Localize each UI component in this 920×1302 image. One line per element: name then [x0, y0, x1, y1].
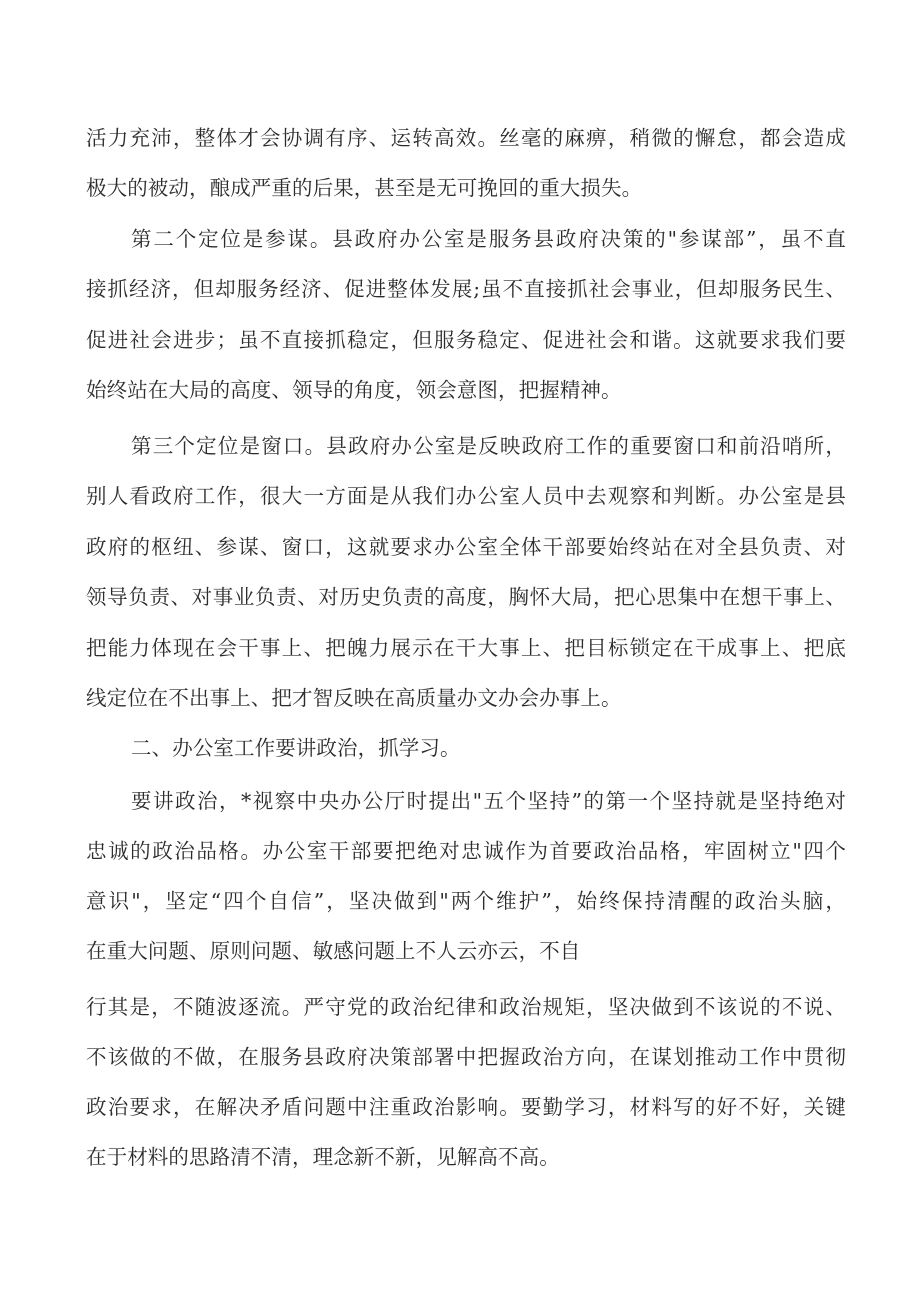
paragraph-5-line-4: 在重大问题、原则问题、敏感问题上不人云亦云，不自 [86, 939, 581, 963]
paragraph-2-line-2: 接抓经济，但却服务经济、促进整体发展;虽不直接抓社会事业，但却服务民生、 [86, 277, 846, 301]
paragraph-2-line-1: 第二个定位是参谋。县政府办公室是服务县政府决策的"参谋部”，虽不直 [131, 227, 846, 251]
paragraph-3-line-1: 第三个定位是窗口。县政府办公室是反映政府工作的重要窗口和前沿哨所， [131, 434, 846, 458]
paragraph-2-line-3: 促进社会进步；虽不直接抓稳定，但服务稳定、促进社会和谐。这就要求我们要 [86, 328, 846, 352]
paragraph-6-line-1: 行其是，不随波逐流。严守党的政治纪律和政治规矩，坚决做到不该说的不说、 [86, 995, 846, 1019]
paragraph-3-line-5: 把能力体现在会干事上、把魄力展示在干大事上、把目标锁定在干成事上、把底 [86, 636, 846, 660]
paragraph-1-line-1: 活力充沛，整体才会协调有序、运转高效。丝毫的麻痹，稍微的懈怠，都会造成 [86, 126, 846, 150]
paragraph-3-line-3: 政府的枢纽、参谋、窗口，这就要求办公室全体干部要始终站在对全县负责、对 [86, 535, 846, 559]
paragraph-3-line-6: 线定位在不出事上、把才智反映在高质量办文办会办事上。 [86, 686, 622, 710]
paragraph-1-line-2: 极大的被动，酿成严重的后果，甚至是无可挽回的重大损失。 [86, 176, 643, 200]
paragraph-6-line-2: 不该做的不做，在服务县政府决策部署中把握政治方向，在谋划推动工作中贯彻 [86, 1045, 846, 1069]
paragraph-6-line-4: 在于材料的思路清不清，理念新不新，见解高不高。 [86, 1145, 560, 1169]
paragraph-5-line-3: 意识"，坚定“四个自信”，坚决做到"两个维护”，始终保持清醒的政治头脑， [86, 889, 846, 913]
paragraph-6-line-3: 政治要求，在解决矛盾问题中注重政治影响。要勤学习，材料写的好不好，关键 [86, 1095, 846, 1119]
paragraph-3-line-2: 别人看政府工作，很大一方面是从我们办公室人员中去观察和判断。办公室是县 [86, 484, 846, 508]
paragraph-5-line-2: 忠诚的政治品格。办公室干部要把绝对忠诚作为首要政治品格，牢固树立"四个 [86, 839, 846, 863]
paragraph-3-line-4: 领导负责、对事业负责、对历史负责的高度，胸怀大局，把心思集中在想干事上、 [86, 585, 846, 609]
section-heading: 二、办公室工作要讲政治，抓学习。 [131, 736, 461, 760]
paragraph-2-line-4: 始终站在大局的高度、领导的角度，领会意图，把握精神。 [86, 378, 622, 402]
paragraph-5-line-1: 要讲政治，*视察中央办公厅时提出"五个坚持”的第一个坚持就是坚持绝对 [131, 789, 846, 813]
